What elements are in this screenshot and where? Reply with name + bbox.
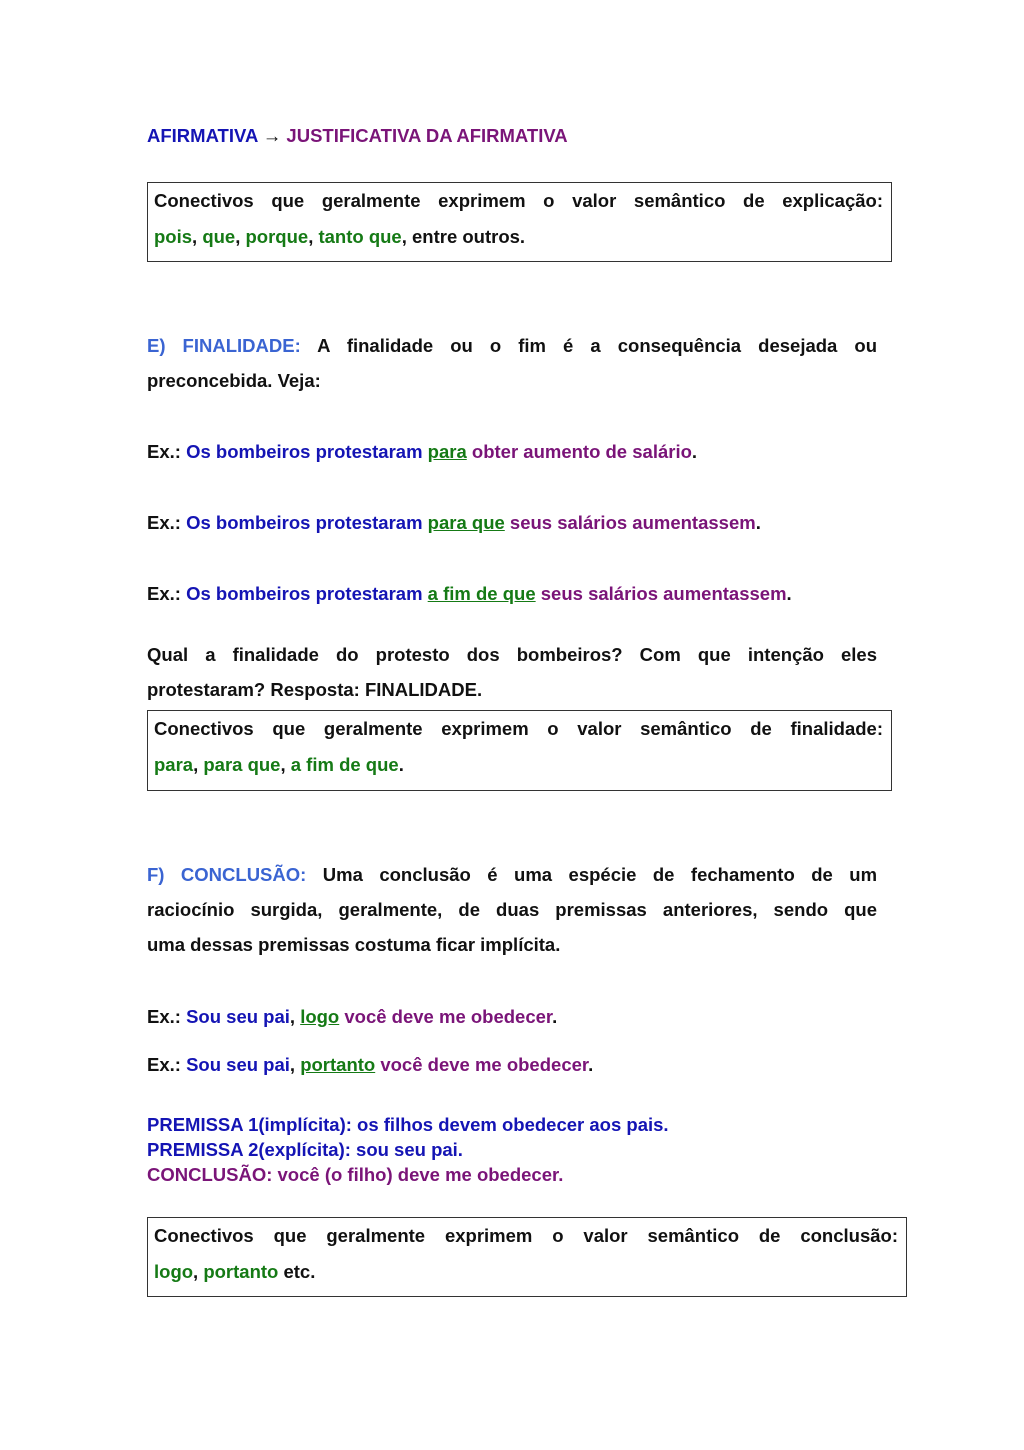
example-rest: seus salários aumentassem bbox=[509, 512, 756, 533]
connective-logo: logo bbox=[154, 1261, 194, 1282]
question-line1: Qual a finalidade do protesto dos bombeiros? Com que intenção eles bbox=[147, 644, 877, 665]
connective-para-que: para que bbox=[203, 754, 281, 775]
finalidade-label: E) FINALIDADE: bbox=[147, 335, 301, 356]
example-end: . bbox=[588, 1054, 594, 1075]
conclusao-example-1 bbox=[147, 999, 877, 1034]
example-prefix: Ex.: bbox=[147, 1054, 181, 1075]
example-rest: seus salários aumentassem bbox=[540, 583, 787, 604]
example-prefix: Ex.: bbox=[147, 583, 181, 604]
example-subject: Os bombeiros protestaram bbox=[186, 512, 423, 533]
box-finalidade bbox=[147, 710, 892, 791]
finalidade-example-1 bbox=[147, 434, 877, 469]
connective-tanto-que: tanto que bbox=[318, 226, 402, 247]
conclusao-label: F) CONCLUSÃO: bbox=[147, 864, 307, 885]
example-connective: para bbox=[427, 441, 467, 462]
box-finalidade-tail: . bbox=[398, 754, 404, 775]
example-prefix: Ex.: bbox=[147, 1006, 181, 1027]
premissa-1: PREMISSA 1(implícita): os filhos devem obedecer aos pais. bbox=[147, 1114, 669, 1135]
example-rest: você deve me obedecer bbox=[344, 1006, 553, 1027]
example-prefix: Ex.: bbox=[147, 512, 181, 533]
box-explicacao-line2: pois, que, porque, tanto que, entre outros. bbox=[154, 226, 526, 247]
finalidade-line1 bbox=[147, 328, 877, 363]
finalidade-question bbox=[147, 637, 877, 707]
premissas-block bbox=[147, 1112, 877, 1187]
connective-porque: porque bbox=[245, 226, 309, 247]
box-explicacao bbox=[147, 182, 892, 262]
example-end: . bbox=[786, 583, 792, 604]
conclusao-line1 bbox=[147, 857, 877, 892]
conclusao-statement: CONCLUSÃO: você (o filho) deve me obedecer. bbox=[147, 1164, 564, 1185]
box-finalidade-line1: Conectivos que geralmente exprimem o valor semântico de finalidade: bbox=[154, 718, 883, 739]
example-comma: , bbox=[289, 1006, 296, 1027]
box-conclusao bbox=[147, 1217, 907, 1297]
example-rest: obter aumento de salário bbox=[471, 441, 692, 462]
finalidade-intro bbox=[147, 328, 877, 398]
finalidade-text1: A finalidade ou o fim é a consequência desejada ou bbox=[317, 335, 877, 356]
box-conclusao-line2: logo, portanto etc. bbox=[154, 1261, 316, 1282]
example-subject: Os bombeiros protestaram bbox=[186, 441, 423, 462]
question-line2: protestaram? Resposta: FINALIDADE. bbox=[147, 679, 483, 700]
finalidade-example-2 bbox=[147, 505, 877, 540]
example-subject: Os bombeiros protestaram bbox=[186, 583, 423, 604]
example-end: . bbox=[755, 512, 761, 533]
box-conclusao-line1: Conectivos que geralmente exprimem o valor semântico de conclusão: bbox=[154, 1225, 898, 1246]
premissa-2: PREMISSA 2(explícita): sou seu pai. bbox=[147, 1139, 463, 1160]
connective-pois: pois bbox=[154, 226, 193, 247]
example-end: . bbox=[691, 441, 698, 462]
example-prefix: Ex.: bbox=[147, 441, 181, 462]
conclusao-example-2 bbox=[147, 1047, 877, 1082]
heading-justificativa: JUSTIFICATIVA DA AFIRMATIVA bbox=[286, 125, 568, 146]
conclusao-intro bbox=[147, 857, 877, 962]
example-connective: a fim de que bbox=[427, 583, 536, 604]
connective-para: para bbox=[154, 754, 194, 775]
conclusao-line3: uma dessas premissas costuma ficar implícita. bbox=[147, 934, 561, 955]
conclusao-line2: raciocínio surgida, geralmente, de duas premissas anteriores, sendo que bbox=[147, 899, 877, 920]
example-connective: portanto bbox=[300, 1054, 376, 1075]
conclusao-text1: Uma conclusão é uma espécie de fechamento de um bbox=[322, 864, 878, 885]
example-subject: Sou seu pai bbox=[186, 1006, 290, 1027]
example-connective: logo bbox=[300, 1006, 340, 1027]
section-heading bbox=[147, 118, 877, 153]
connective-que: que bbox=[202, 226, 236, 247]
connective-portanto: portanto bbox=[203, 1261, 279, 1282]
heading-afirmativa: AFIRMATIVA bbox=[147, 125, 258, 146]
example-comma: , bbox=[289, 1054, 296, 1075]
box-finalidade-line2: para, para que, a fim de que. bbox=[154, 754, 404, 775]
example-rest: você deve me obedecer bbox=[380, 1054, 589, 1075]
arrow-icon: → bbox=[262, 125, 282, 146]
finalidade-line2: preconcebida. Veja: bbox=[147, 370, 321, 391]
connective-a-fim-de-que: a fim de que bbox=[290, 754, 399, 775]
box-explicacao-line1: Conectivos que geralmente exprimem o valor semântico de explicação: bbox=[154, 190, 883, 211]
example-end: . bbox=[552, 1006, 558, 1027]
box-conclusao-tail: etc. bbox=[278, 1261, 316, 1282]
finalidade-example-3 bbox=[147, 576, 877, 611]
example-connective: para que bbox=[427, 512, 505, 533]
box-explicacao-tail: , entre outros. bbox=[401, 226, 526, 247]
example-subject: Sou seu pai bbox=[186, 1054, 290, 1075]
